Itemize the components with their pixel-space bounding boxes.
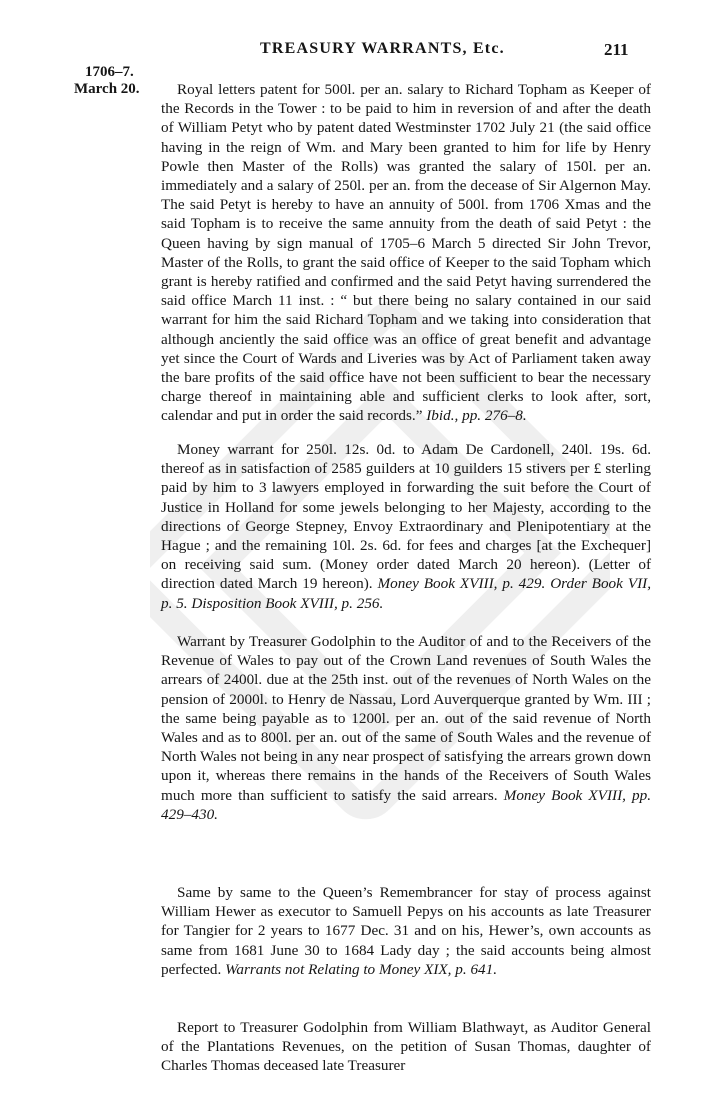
- page-number: 211: [604, 40, 629, 59]
- entry-warrant-wales-revenue: [161, 632, 651, 824]
- entry-text: Warrant by Treasurer Godolphin to the Auditor of and to the Receivers of the Revenue of Wales to pay out of the Crown Land revenues of South Wales the arrears of 2400l. due at the 25th inst. out of the revenues of North Wales on the pension of 2000l. to Henry de Nassau, Lord Auverquerque granted by Wm. III ; the same being payable as to 1200l. per an. out of the said revenue of North Wales and as to 800l. per an. out of the same of South Wales and the revenue of North Wales not being in any near prospect of satisfying the arrears grown down upon it, whereas there remains in the hands of the Receivers of South Wales much more than sufficient to satisfy the said arrears.: [161, 633, 651, 804]
- entry-text: Money warrant for 250l. 12s. 0d. to Adam De Cardonell, 240l. 19s. 6d. thereof as in satisfaction of 2585 guilders at 10 guilders 15 stivers per £ sterling paid by him to 3 lawyers employed in forwarding the suit before the Court of Justice in Holland for some jewels belonging to her Majesty, according to the directions of George Stepney, Envoy Extraordinary and Plenipotentiary at the Hague ; and the remaining 10l. 2s. 6d. for fees and charges [at the Exchequer] on receiving said sum. (Money order dated March 20 hereon). (Letter of direction dated March 19 hereon).: [161, 441, 651, 593]
- entry-letters-patent-topham: [161, 80, 651, 426]
- running-header-title: TREASURY WARRANTS, Etc.: [260, 40, 505, 57]
- margin-date: March 20.: [74, 81, 140, 97]
- entry-money-warrant-cardonell: [161, 440, 651, 613]
- entry-reference: Ibid., pp. 276–8.: [426, 407, 527, 425]
- entry-reference: Money Book XVIII, pp. 429–430.: [161, 786, 652, 823]
- entry-report-blathwayt: [161, 1018, 651, 1076]
- margin-year: 1706–7.: [85, 64, 134, 80]
- entry-text: Same by same to the Queen’s Remembrancer for stay of process against William Hewer as executor to Samuell Pepys on his accounts as late Treasurer for Tangier for 2 years to 1677 Dec. 31 and on his, Hewer’s, own accounts as same from 1681 June 30 to 1684 Lady day ; the said accounts being almost perfected.: [161, 884, 651, 978]
- entry-text: Report to Treasurer Godolphin from William Blathwayt, as Auditor General of the Plantations Revenues, on the petition of Susan Thomas, daughter of Charles Thomas deceased late Treasurer: [161, 1019, 651, 1075]
- entry-reference: Money Book XVIII, p. 429. Order Book VII, p. 5. Disposition Book XVIII, p. 256.: [161, 575, 652, 612]
- entry-text: Royal letters patent for 500l. per an. salary to Richard Topham as Keeper of the Records in the Tower : to be paid to him in reversion of and after the death of William Petyt who by patent dated Westminster 1702 July 21 (the said office having in the reign of Wm. and Mary been granted to him for life by Henry Powle then Master of the Rolls) was granted the salary of 150l. per an. immediately and a salary of 250l. per an. from the decease of Sir Algernon May. The said Petyt is hereby to have an annuity of 500l. from 1706 Xmas and the said Topham is to receive the same annuity from the death of said Petyt : the Queen having by sign manual of 1705–6 March 5 directed Sir John Trevor, Master of the Rolls, to grant the said office of Keeper to the said Topham which grant is hereby ratified and confirmed and the said Petyt having surrendered the said office March 11 inst. : “ but there being no salary contained in our said warrant for him the said Richard Topham and we taking into consideration that although anciently the said office was an office of great benefit and advantage yet since the Court of Wards and Liveries was by Act of Parliament taken away the bare profits of the said office have not been sufficient to bear the necessary charge thereof in maintaining able and sufficient clerks to look after, sort, calendar and put in order the said records.”: [161, 81, 651, 425]
- entry-stay-of-process-hewer: [161, 883, 651, 979]
- entry-reference: Warrants not Relating to Money XIX, p. 641.: [225, 960, 498, 978]
